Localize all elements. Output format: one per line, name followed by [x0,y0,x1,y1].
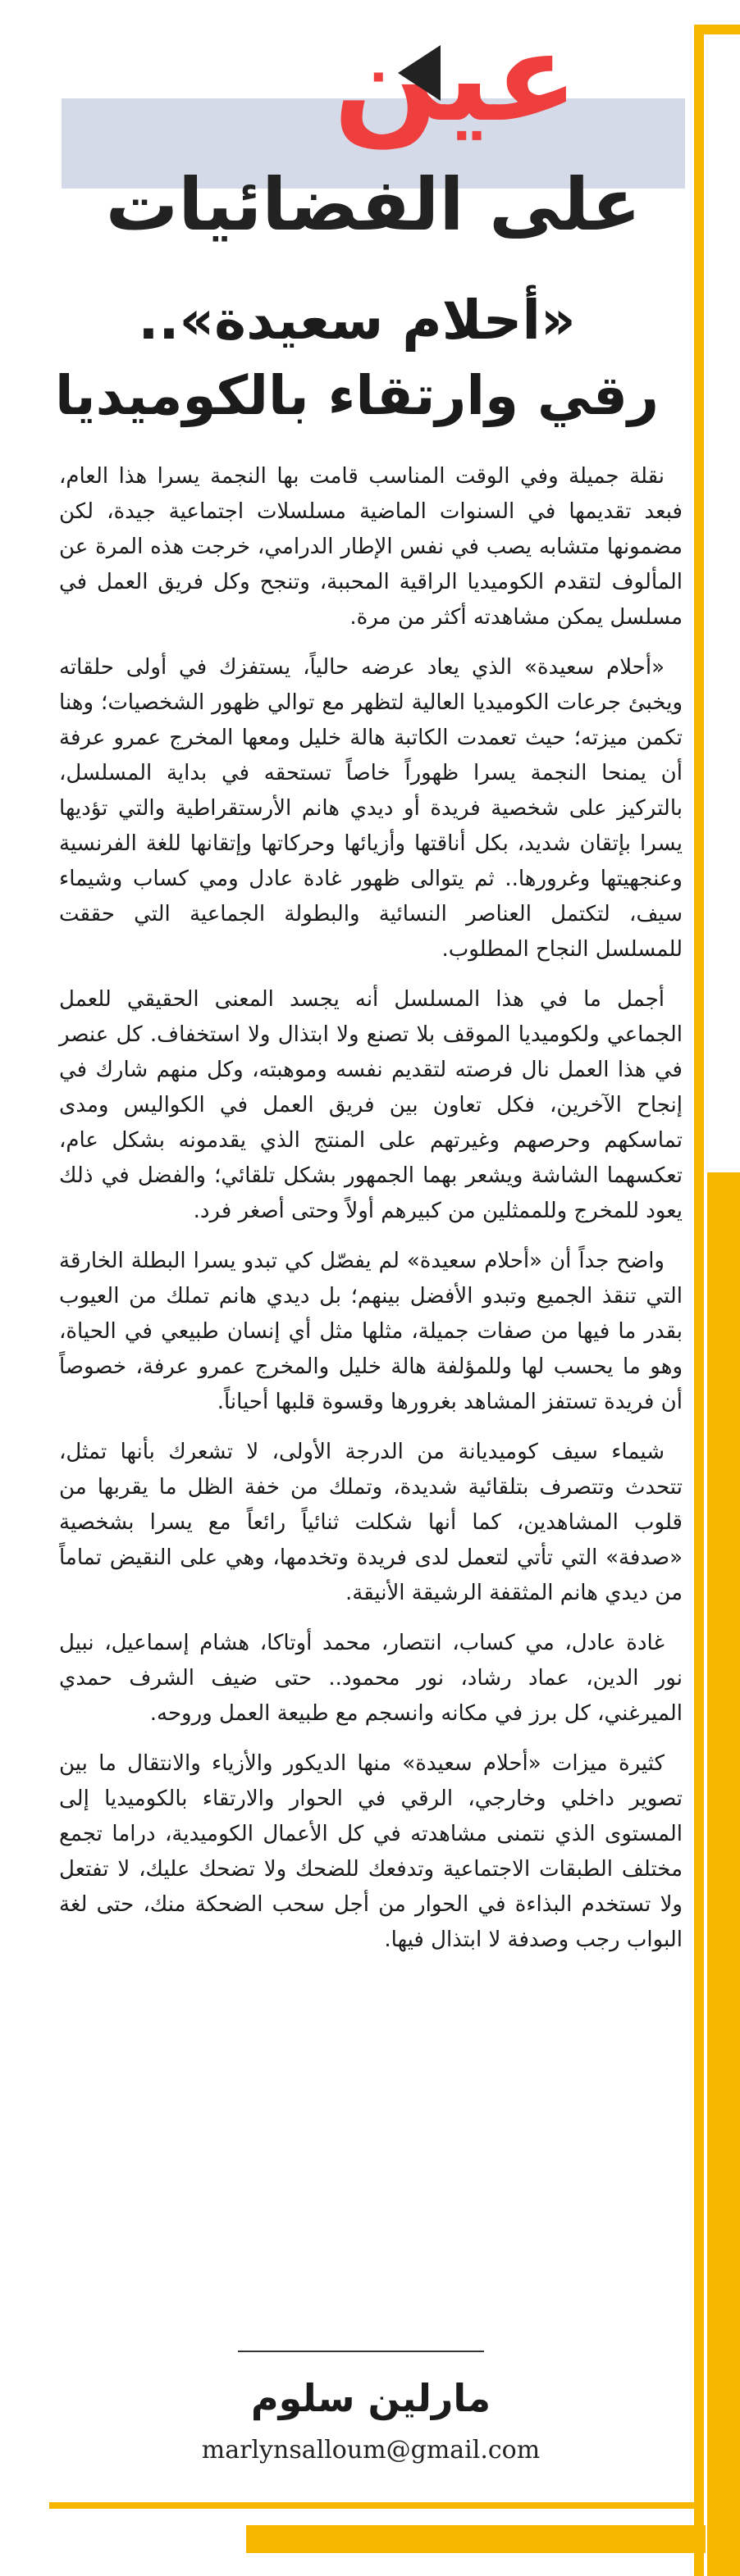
frame-block-right [707,1172,740,2576]
masthead-title: عين [333,7,578,149]
frame-bar-right [694,25,704,2576]
article-headline [33,283,681,434]
frame-bar-bottom [49,2502,697,2509]
author-name: مارلين سلوم [250,2376,491,2420]
play-triangle-icon [398,45,441,101]
paragraph: أجمل ما في هذا المسلسل أنه يجسد المعنى الحقيقي للعمل الجماعي ولكوميديا الموقف بلا تصنع ولا ابتذال ولا استخفاف. كل عنصر في هذا العمل نال فرصته لتقديم نفسه وموهبته، وكل منهم شارك في إنجاح الآخرين، فكل تعاون بين فريق العمل في الكواليس ومدى تماسكهم وحرصهم وغيرتهم على المنتج الذي يقدمونه بشكل عام، تعكسهما الشاشة ويشعر بهما الجمهور بشكل تلقائي؛ والفضل في ذلك يعود للمخرج وللممثلين من كبيرهم أولاً وحتى أصغر فرد. [59,987,683,1223]
masthead-subtitle: على الفضائيات [105,162,642,247]
paragraph: «أحلام سعيدة» الذي يعاد عرضه حالياً، يستفزك في أولى حلقاته ويخبئ جرعات الكوميديا العالية لتظهر مع توالي ظهور الشخصيات؛ وهنا تكمن ميزته؛ حيث تعمدت الكاتبة هالة خليل ومعها المخرج عمرو عرفة أن يمنحا النجمة يسرا ظهوراً خاصاً تستحقه في بداية المسلسل، بالتركيز على شخصية فريدة أو ديدي هانم الأرستقراطية والتي تؤديها يسرا بإتقان شديد، بكل أناقتها وأزيائها وحركاتها وإتقانها للغة الفرنسية وعنجهيتها وغرورها.. ثم يتوالى ظهور غادة عادل ومي كساب وشيماء سيف، لتكتمل العناصر النسائية والبطولة الجماعية التي حققت للمسلسل النجاح المطلوب. [59,655,683,962]
frame-block-bottom [246,2525,706,2553]
paragraph: واضح جداً أن «أحلام سعيدة» لم يفصّل كي تبدو يسرا البطلة الخارقة التي تنقذ الجميع وتبدو الأفضل بينهم؛ بل ديدي هانم تملك من العيوب بقدر ما فيها من صفات جميلة، مثلها مثل أي إنسان طبيعي في الحياة، وهو ما يحسب لها وللمؤلفة هالة خليل والمخرج عمرو عرفة، خصوصاً أن فريدة تستفز المشاهد بغرورها وقسوة قلبها أحياناً. [59,1249,683,1414]
signature-divider [238,2351,484,2352]
author-email[interactable]: marlynsalloum@gmail.com [201,2436,541,2464]
headline-line-1: «أحلام سعيدة».. [138,289,576,352]
paragraph: كثيرة ميزات «أحلام سعيدة» منها الديكور والأزياء والانتقال ما بين تصوير داخلي وخارجي، الرقي في الحوار والارتقاء بالكوميديا إلى المستوى الذي نتمنى مشاهدته في كل الأعمال الكوميدية، دراما تجمع مختلف الطبقات الاجتماعية وتدفعك للضحك ولا تضحك عليك، لا تفتعل ولا تستخدم البذاءة في الحوار من أجل سحب الضحكة منك، حتى لغة البواب رجب وصدفة لا ابتذال فيها. [59,1751,683,1952]
paragraph: نقلة جميلة وفي الوقت المناسب قامت بها النجمة يسرا هذا العام، فبعد تقديمها في السنوات الماضية مسلسلات اجتماعية جيدة، لكن مضمونها متشابه يصب في نفس الإطار الدرامي، خرجت هذه المرة عن المألوف لتقدم الكوميديا الراقية المحببة، وتنجح وكل فريق العمل في مسلسل يمكن مشاهدته أكثر من مرة. [59,464,683,630]
column-masthead [62,0,685,275]
headline-line-2: رقي وارتقاء بالكوميديا [55,364,659,427]
frame-bar-top [694,25,740,34]
article-body [59,459,683,1973]
paragraph: غادة عادل، مي كساب، انتصار، محمد أوتاكا، هشام إسماعيل، نبيل نور الدين، عماد رشاد، نور محمود.. حتى ضيف الشرف حمدي الميرغني، كل برز في مكانه وانسجم مع طبيعة العمل وروحه. [59,1631,683,1726]
paragraph: شيماء سيف كوميديانة من الدرجة الأولى، لا تشعرك بأنها تمثل، تتحدث وتتصرف بتلقائية شديدة، وتملك من خفة الظل ما يقربها من قلوب المشاهدين، كما أنها شكلت ثنائياً رائعاً مع يسرا بشخصية «صدفة» التي تأتي لتعمل لدى فريدة وتخدمها، وهي على النقيض تماماً من ديدي هانم المثقفة الرشيقة الأنيقة. [59,1440,683,1605]
